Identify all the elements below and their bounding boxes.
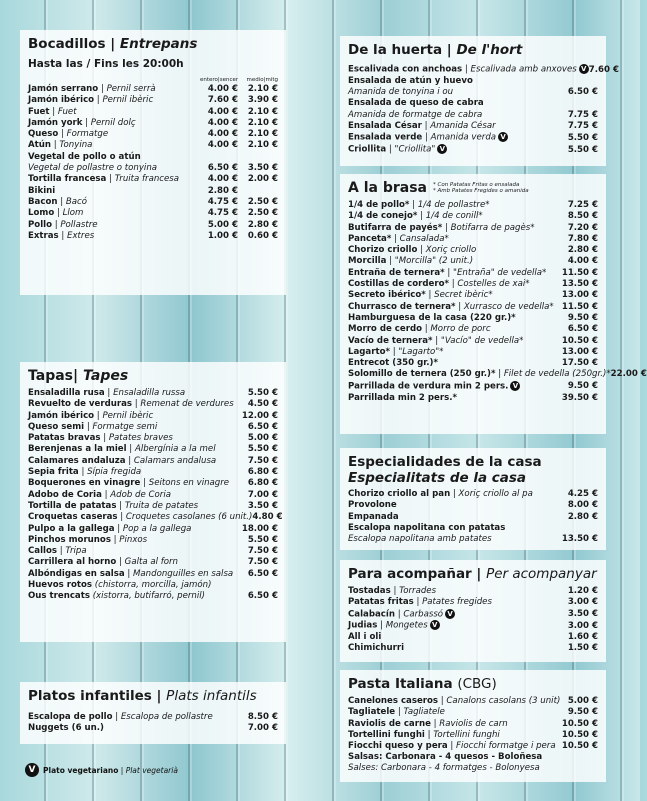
list-item: Tostadas | Torrades 1.20 €	[348, 586, 598, 596]
bocadillos-list	[28, 84, 278, 242]
list-item: Criollita | "Criollita" V 5.50 €	[348, 144, 598, 155]
list-item: Patatas fritas | Patates fregides 3.00 €	[348, 597, 598, 608]
list-item: Amanida de formatge de cabra 7.75 €	[348, 109, 598, 120]
list-item: Boquerones en vinagre | Seitons en vinagre 6.80 €	[28, 478, 278, 489]
list-item: Lagarto* | "Lagarto"* 13.00 €	[348, 346, 598, 357]
list-item: Chorizo criollo | Xoriç criollo 2.80 €	[348, 245, 598, 256]
list-item: Churrasco de ternera* | Xurrasco de vedella* 11.50 €	[348, 301, 598, 312]
list-item: Vegetal de pollo o atún	[28, 151, 141, 162]
vegetarian-icon: V	[437, 144, 447, 154]
list-item: Lomo | Llom 4.75 € 2.50 €	[28, 208, 278, 219]
bocadillos-title: Bocadillos | Entrepans	[28, 36, 198, 52]
list-item: Queso | Formatge 4.00 € 2.10 €	[28, 129, 278, 140]
list-item: Jamón serrano | Pernil serrà 4.00 € 2.10 €	[28, 84, 278, 94]
especialidades-list	[348, 489, 598, 523]
list-item: Bikini 2.80 €	[28, 185, 238, 196]
list-item: Ensaladilla rusa | Ensaladilla russa 5.50 €	[28, 388, 278, 398]
list-item: Revuelto de verduras | Remenat de verdures 4.50 €	[28, 399, 278, 410]
list-item: Vegetal de pollastre o tonyina 6.50 € 3.50 €	[28, 163, 278, 174]
huerta-panel	[340, 36, 619, 166]
list-item: Pollo | Pollastre 5.00 € 2.80 €	[28, 219, 278, 230]
list-item: Ensalada de queso de cabra	[348, 98, 484, 109]
list-item: Secreto ibérico* | Secret ibèric* 13.00 €	[348, 290, 598, 301]
list-item: Tagliatele | Tagliatele 9.50 €	[348, 707, 598, 718]
list-item: Jamón ibérico | Pernil ibèric 12.00 €	[28, 410, 278, 421]
bocadillos-hours: Hasta las / Fins les 20:00h	[28, 58, 184, 70]
tapas-panel	[20, 362, 286, 642]
list-item: Tortilla de patatas | Truita de patates 3.50 €	[28, 500, 278, 511]
list-item: Carrillera al horno | Galta al forn 7.50 €	[28, 557, 278, 568]
list-item: Calamares andaluza | Calamars andalusa 7.50 €	[28, 455, 278, 466]
tapas-list	[28, 388, 283, 580]
list-item: Tortilla francesa | Truita francesa 4.00 € 2.00 €	[28, 174, 278, 185]
list-item: Extras | Extres 1.00 € 0.60 €	[28, 230, 278, 241]
list-item: Pulpo a la gallega | Pop a la gallega 18.00 €	[28, 523, 278, 534]
list-item: Vacío de ternera* | "Vacío" de vedella* 10.50 €	[348, 335, 598, 346]
list-item: Canelones caseros | Canalons casolans (3 unit) 5.00 €	[348, 696, 598, 706]
acompanar-title: Para acompañar | Per acompanyar	[348, 566, 597, 582]
especialidades-title-ca: Especialitats de la casa	[348, 470, 527, 486]
list-item: Provolone 8.00 €	[348, 500, 598, 511]
vegetarian-icon: V	[430, 620, 440, 630]
list-item: 1/4 de pollo* | 1/4 de pollastre* 7.25 €	[348, 200, 598, 210]
list-item: Atún | Tonyina 4.00 € 2.10 €	[28, 140, 278, 151]
list-item: Escalopa de pollo | Escalopa de pollastre 8.50 €	[28, 712, 278, 722]
list-item: Parrillada min 2 pers.* 39.50 €	[348, 392, 598, 403]
brasa-title: A la brasa	[348, 180, 427, 196]
list-item: Nuggets (6 un.) 7.00 €	[28, 723, 278, 734]
brasa-list	[348, 200, 647, 404]
list-item: Bacon | Bacó 4.75 € 2.50 €	[28, 196, 278, 207]
list-item: Chorizo criollo al pan | Xoriç criollo al pa 4.25 €	[348, 489, 598, 499]
infantiles-title: Platos infantiles | Plats infantils	[28, 688, 257, 704]
list-item: Ensalada de atún y huevo	[348, 75, 473, 86]
vegetarian-icon: V	[25, 763, 39, 777]
list-item: Ous trencats (xistorra, butifarró, pernil) 6.50 €	[28, 591, 278, 602]
huerta-list	[348, 64, 619, 156]
list-item: Morro de cerdo | Morro de porc 6.50 €	[348, 324, 598, 335]
list-item: Entrecot (350 gr.)* 17.50 €	[348, 358, 598, 369]
list-item: Solomillo de ternera (250 gr.)* | Filet de vedella (250gr.)* 22.00 €	[348, 369, 647, 380]
list-item: Raviolis de carne | Raviolis de carn 10.50 €	[348, 718, 598, 729]
list-item: Fiocchi queso y pera | Fiocchi formatge i pera 10.50 €	[348, 741, 598, 752]
list-item: Panceta* | Cansalada* 7.80 €	[348, 233, 598, 244]
list-item: Jamón ibérico | Pernil ibèric 7.60 € 3.90 €	[28, 95, 278, 106]
list-item: Albóndigas en salsa | Mandonguilles en salsa 6.50 €	[28, 568, 278, 579]
list-item: Pinchos morunos | Pinxos 5.50 €	[28, 534, 278, 545]
vegetarian-icon: V	[579, 64, 589, 74]
list-item: Amanida de tonyina i ou 6.50 €	[348, 87, 598, 98]
list-item: Butifarra de payés* | Botifarra de pagès* 7.20 €	[348, 222, 598, 233]
list-item: Escalopa napolitana amb patates 13.50 €	[348, 534, 598, 545]
list-item: Ensalada verde | Amanida verda V 5.50 €	[348, 132, 598, 143]
list-item: Callos | Tripa 7.50 €	[28, 546, 278, 557]
list-item: Entraña de ternera* | "Entraña" de vedella* 11.50 €	[348, 267, 598, 278]
list-item: Jamón york | Pernil dolç 4.00 € 2.10 €	[28, 117, 278, 128]
pasta-list	[348, 696, 598, 752]
list-item: Berenjenas a la miel | Albergínia a la mel 5.50 €	[28, 444, 278, 455]
list-item: Calabacín | Carbassó V 3.50 €	[348, 609, 598, 620]
list-item: Judias | Mongetes V 3.00 €	[348, 620, 598, 631]
pasta-title: Pasta Italiana (CBG)	[348, 676, 497, 692]
huerta-title: De la huerta | De l'hort	[348, 42, 523, 58]
list-item: All i oli 1.60 €	[348, 632, 598, 643]
vegetarian-legend: V Plato vegetariano | Plat vegetarià	[23, 763, 178, 777]
list-item: 1/4 de conejo* | 1/4 de conill* 8.50 €	[348, 211, 598, 222]
list-item: Huevos rotos (chistorra, morcilla, jamón)	[28, 580, 212, 591]
list-item: Ensalada César | Amanida César 7.75 €	[348, 120, 598, 131]
acompanar-list	[348, 586, 598, 655]
list-item: Morcilla | "Morcilla" (2 unit.) 4.00 €	[348, 256, 598, 267]
vegetarian-icon: V	[498, 132, 508, 142]
list-item: Escalivada con anchoas | Escalivada amb anxoves V 7.60 €	[348, 64, 619, 75]
list-item: Fuet | Fuet 4.00 € 2.10 €	[28, 106, 278, 117]
infantiles-panel	[20, 682, 286, 744]
pasta-panel	[340, 670, 606, 782]
especialidades-title: Especialidades de la casa	[348, 454, 542, 470]
list-item: Adobo de Coria | Adob de Coria 7.00 €	[28, 489, 278, 500]
list-item: Hamburguesa de la casa (220 gr.)* 9.50 €	[348, 312, 598, 323]
vegetarian-icon: V	[445, 609, 455, 619]
list-item: Queso semi | Formatge semi 6.50 €	[28, 421, 278, 432]
especialidades-panel	[340, 448, 606, 550]
bocadillos-column-header: entero|sencer medio|mitg	[200, 77, 278, 83]
salsas-line-ca: Salses: Carbonara - 4 formatges - Bolonyesa	[348, 762, 540, 773]
list-item: Empanada 2.80 €	[348, 511, 598, 522]
acompanar-panel	[340, 560, 606, 662]
list-item: Escalopa napolitana con patatas	[348, 522, 506, 533]
list-item: Chimichurri 1.50 €	[348, 643, 598, 654]
brasa-note: * Con Patatas Fritas o ensalada * Amb Patates Fregides o amanida	[432, 181, 529, 194]
tapas-title: Tapas| Tapes	[28, 368, 129, 384]
list-item: Tortellini funghi | Tortellini funghi 10.50 €	[348, 729, 598, 740]
salsas-line: Salsas: Carbonara - 4 quesos - Boloñesa	[348, 752, 543, 763]
list-item: Costillas de cordero* | Costelles de xai* 13.50 €	[348, 279, 598, 290]
list-item: Sepia frita | Sípia fregida 6.80 €	[28, 467, 278, 478]
brasa-panel	[340, 174, 647, 434]
list-item: Parrillada de verdura min 2 pers. V 9.50 €	[348, 381, 598, 392]
bocadillos-panel	[20, 30, 286, 295]
list-item: Patatas bravas | Patates braves 5.00 €	[28, 433, 278, 444]
list-item: Croquetas caseras | Croquetes casolanes (6 unit.) 4.80 €	[28, 512, 283, 523]
infantiles-list	[28, 712, 278, 735]
vegetarian-icon: V	[510, 381, 520, 391]
